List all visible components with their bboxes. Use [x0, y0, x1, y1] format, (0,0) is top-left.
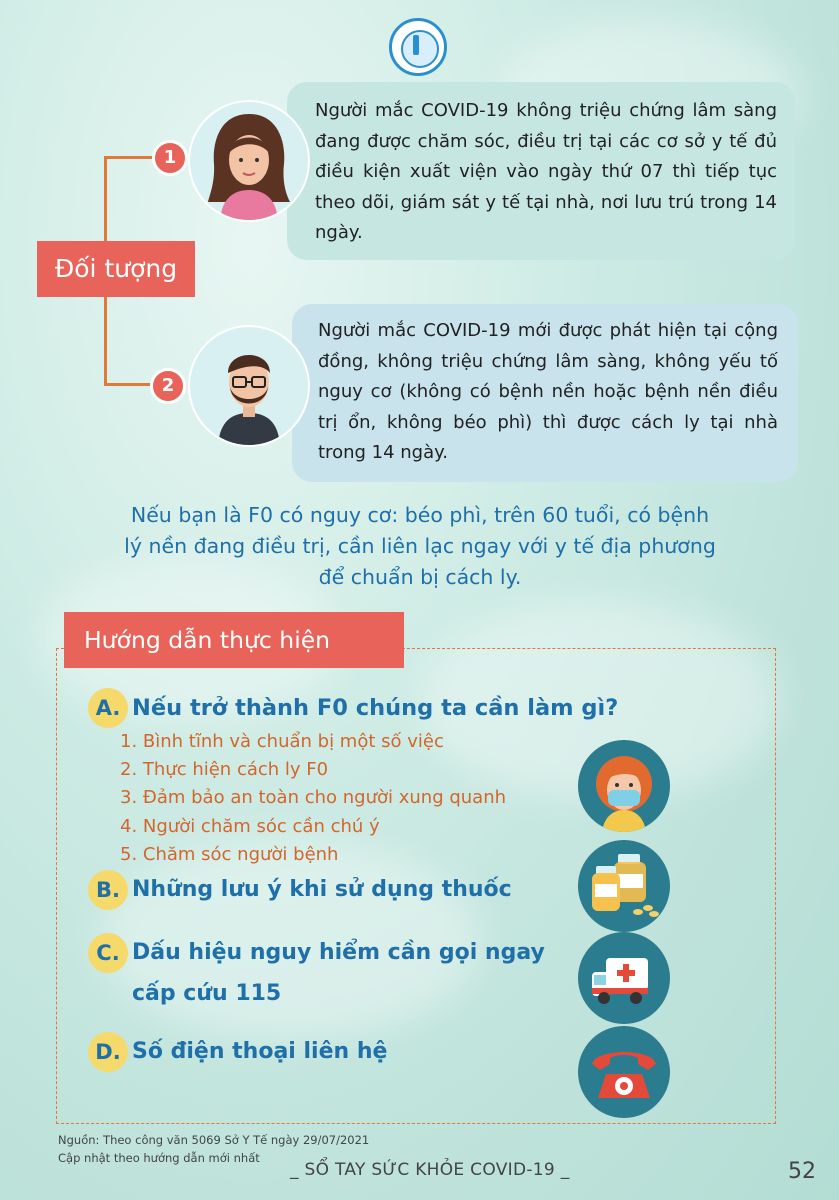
- tree-connector: [104, 296, 107, 386]
- woman-avatar: [188, 100, 310, 222]
- source-line: Nguồn: Theo công văn 5069 Sở Y Tế ngày 29/07/2021: [58, 1133, 370, 1147]
- logo-bar: [413, 35, 419, 55]
- section-d-title[interactable]: Số điện thoại liên hệ: [132, 1039, 388, 1064]
- man-avatar: [188, 325, 310, 447]
- section-a-item[interactable]: 2. Thực hiện cách ly F0: [120, 759, 329, 780]
- page-number: 52: [788, 1159, 816, 1184]
- case-card-1: [287, 82, 795, 260]
- section-b-badge: B.: [88, 870, 128, 910]
- footer-title: _ SỔ TAY SỨC KHỎE COVID-19 _: [290, 1160, 570, 1180]
- section-c-badge: C.: [88, 933, 128, 973]
- case-text-1: Người mắc COVID-19 không triệu chứng lâm sàng đang được chăm sóc, điều trị tại các cơ sở y tế đủ điều kiện xuất viện vào ngày thứ 07 thì tiếp tục theo dõi, giám sát y tế tại nhà, nơi lưu trú trong 14 ngày.: [315, 100, 777, 243]
- tree-connector: [104, 156, 156, 159]
- update-line: Cập nhật theo hướng dẫn mới nhất: [58, 1151, 260, 1165]
- logo: [389, 18, 447, 76]
- tree-connector: [104, 156, 107, 244]
- section-a-item[interactable]: 4. Người chăm sóc cần chú ý: [120, 816, 380, 837]
- section-c-title-line1[interactable]: Dấu hiệu nguy hiểm cần gọi ngay: [132, 940, 545, 965]
- risk-notice: Nếu bạn là F0 có nguy cơ: béo phì, trên 60 tuổi, có bệnh lý nền đang điều trị, cần liên lạc ngay với y tế địa phương để chuẩn bị cách ly.: [124, 503, 716, 589]
- section-a-item[interactable]: 1. Bình tĩnh và chuẩn bị một số việc: [120, 731, 444, 752]
- telephone-icon: [578, 1026, 670, 1118]
- case-card-2: [292, 304, 798, 482]
- case-number-badge: 2: [150, 368, 186, 404]
- section-b-title[interactable]: Những lưu ý khi sử dụng thuốc: [132, 877, 512, 902]
- section-a-item[interactable]: 5. Chăm sóc người bệnh: [120, 844, 339, 865]
- case-text-2: Người mắc COVID-19 mới được phát hiện tại cộng đồng, không triệu chứng lâm sàng, không yếu tố nguy cơ (không có bệnh nền hoặc bệnh nền điều trị ổn, không béo phì) thì được cách ly tại nhà trong 14 ngày.: [318, 320, 778, 463]
- ambulance-icon: [578, 932, 670, 1024]
- medicine-bottles-icon: [578, 840, 670, 932]
- section-c-title-line2[interactable]: cấp cứu 115: [132, 981, 282, 1006]
- section-a-badge: A.: [88, 688, 128, 728]
- section-a-title[interactable]: Nếu trở thành F0 chúng ta cần làm gì?: [132, 695, 619, 721]
- logo-emblem: [401, 30, 439, 68]
- section-d-badge: D.: [88, 1032, 128, 1072]
- category-label: Đối tượng: [37, 241, 195, 297]
- tree-connector: [104, 383, 156, 386]
- guide-title: Hướng dẫn thực hiện: [64, 612, 404, 668]
- case-number-badge: 1: [152, 140, 188, 176]
- masked-woman-icon: [578, 740, 670, 832]
- section-a-item[interactable]: 3. Đảm bảo an toàn cho người xung quanh: [120, 787, 507, 808]
